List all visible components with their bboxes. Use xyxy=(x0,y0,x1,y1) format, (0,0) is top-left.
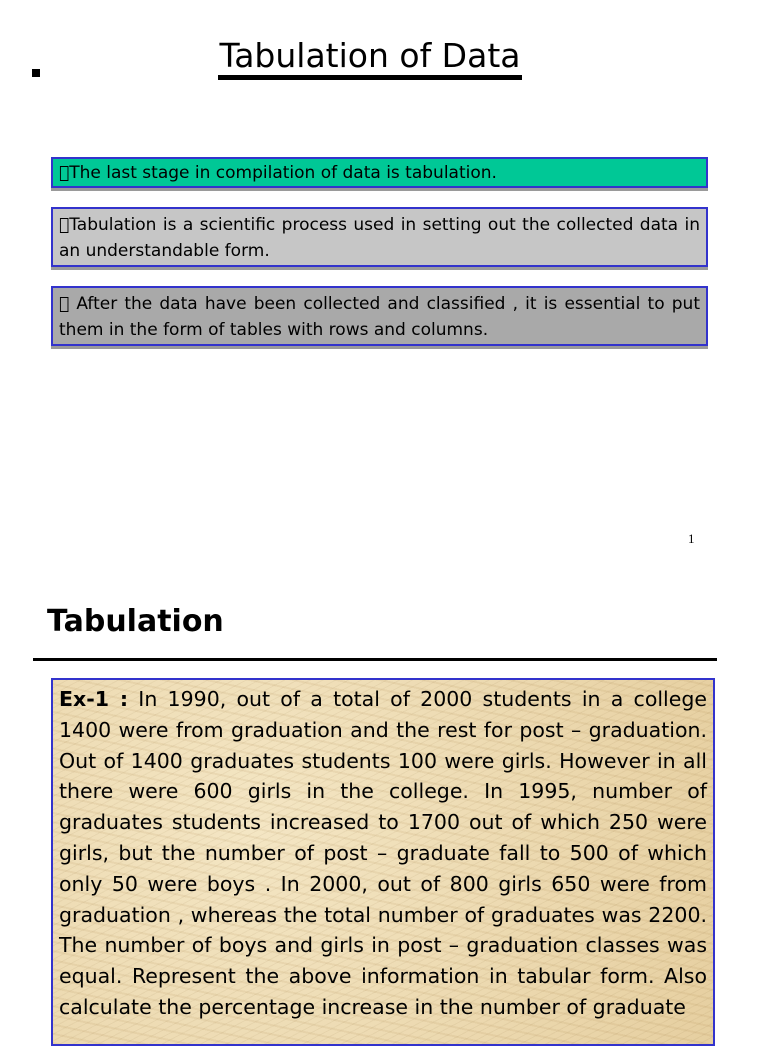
slide-2-title: Tabulation xyxy=(47,604,224,639)
example-textbox xyxy=(51,678,715,1046)
example-text: In 1990, out of a total of 2000 students in a college 1400 were from graduation and the rest for post – graduation. Out of 1400 graduates students 100 were girls. However in all there were 600 girls in the college. In 1995, number of graduates students increased to 1700 out of which 250 were girls, but the number of post – graduate fall to 500 of which only 50 were boys . In 2000, out of 800 girls 650 were from graduation , whereas the total number of graduates was 2200. The number of boys and girls in post – graduation classes was equal. Represent the above information in tabular form. Also calculate the percentage increase in the number of graduate xyxy=(59,687,707,1019)
title-divider xyxy=(33,658,717,661)
bullet-box-2: Tabulation is a scientific process used in setting out the collected data in an understandable form. xyxy=(51,207,708,267)
slide-1-title xyxy=(0,34,740,80)
bullet-box-3: After the data have been collected and classified , it is essential to put them in the form of tables with rows and columns. xyxy=(51,286,708,346)
slide-2 xyxy=(0,576,768,1024)
slide-1-title-text: Tabulation of Data xyxy=(218,37,523,80)
example-label: Ex-1 : xyxy=(59,687,129,711)
bullet-box-1: The last stage in compilation of data is tabulation. xyxy=(51,157,708,188)
page-number: 1 xyxy=(688,531,695,546)
